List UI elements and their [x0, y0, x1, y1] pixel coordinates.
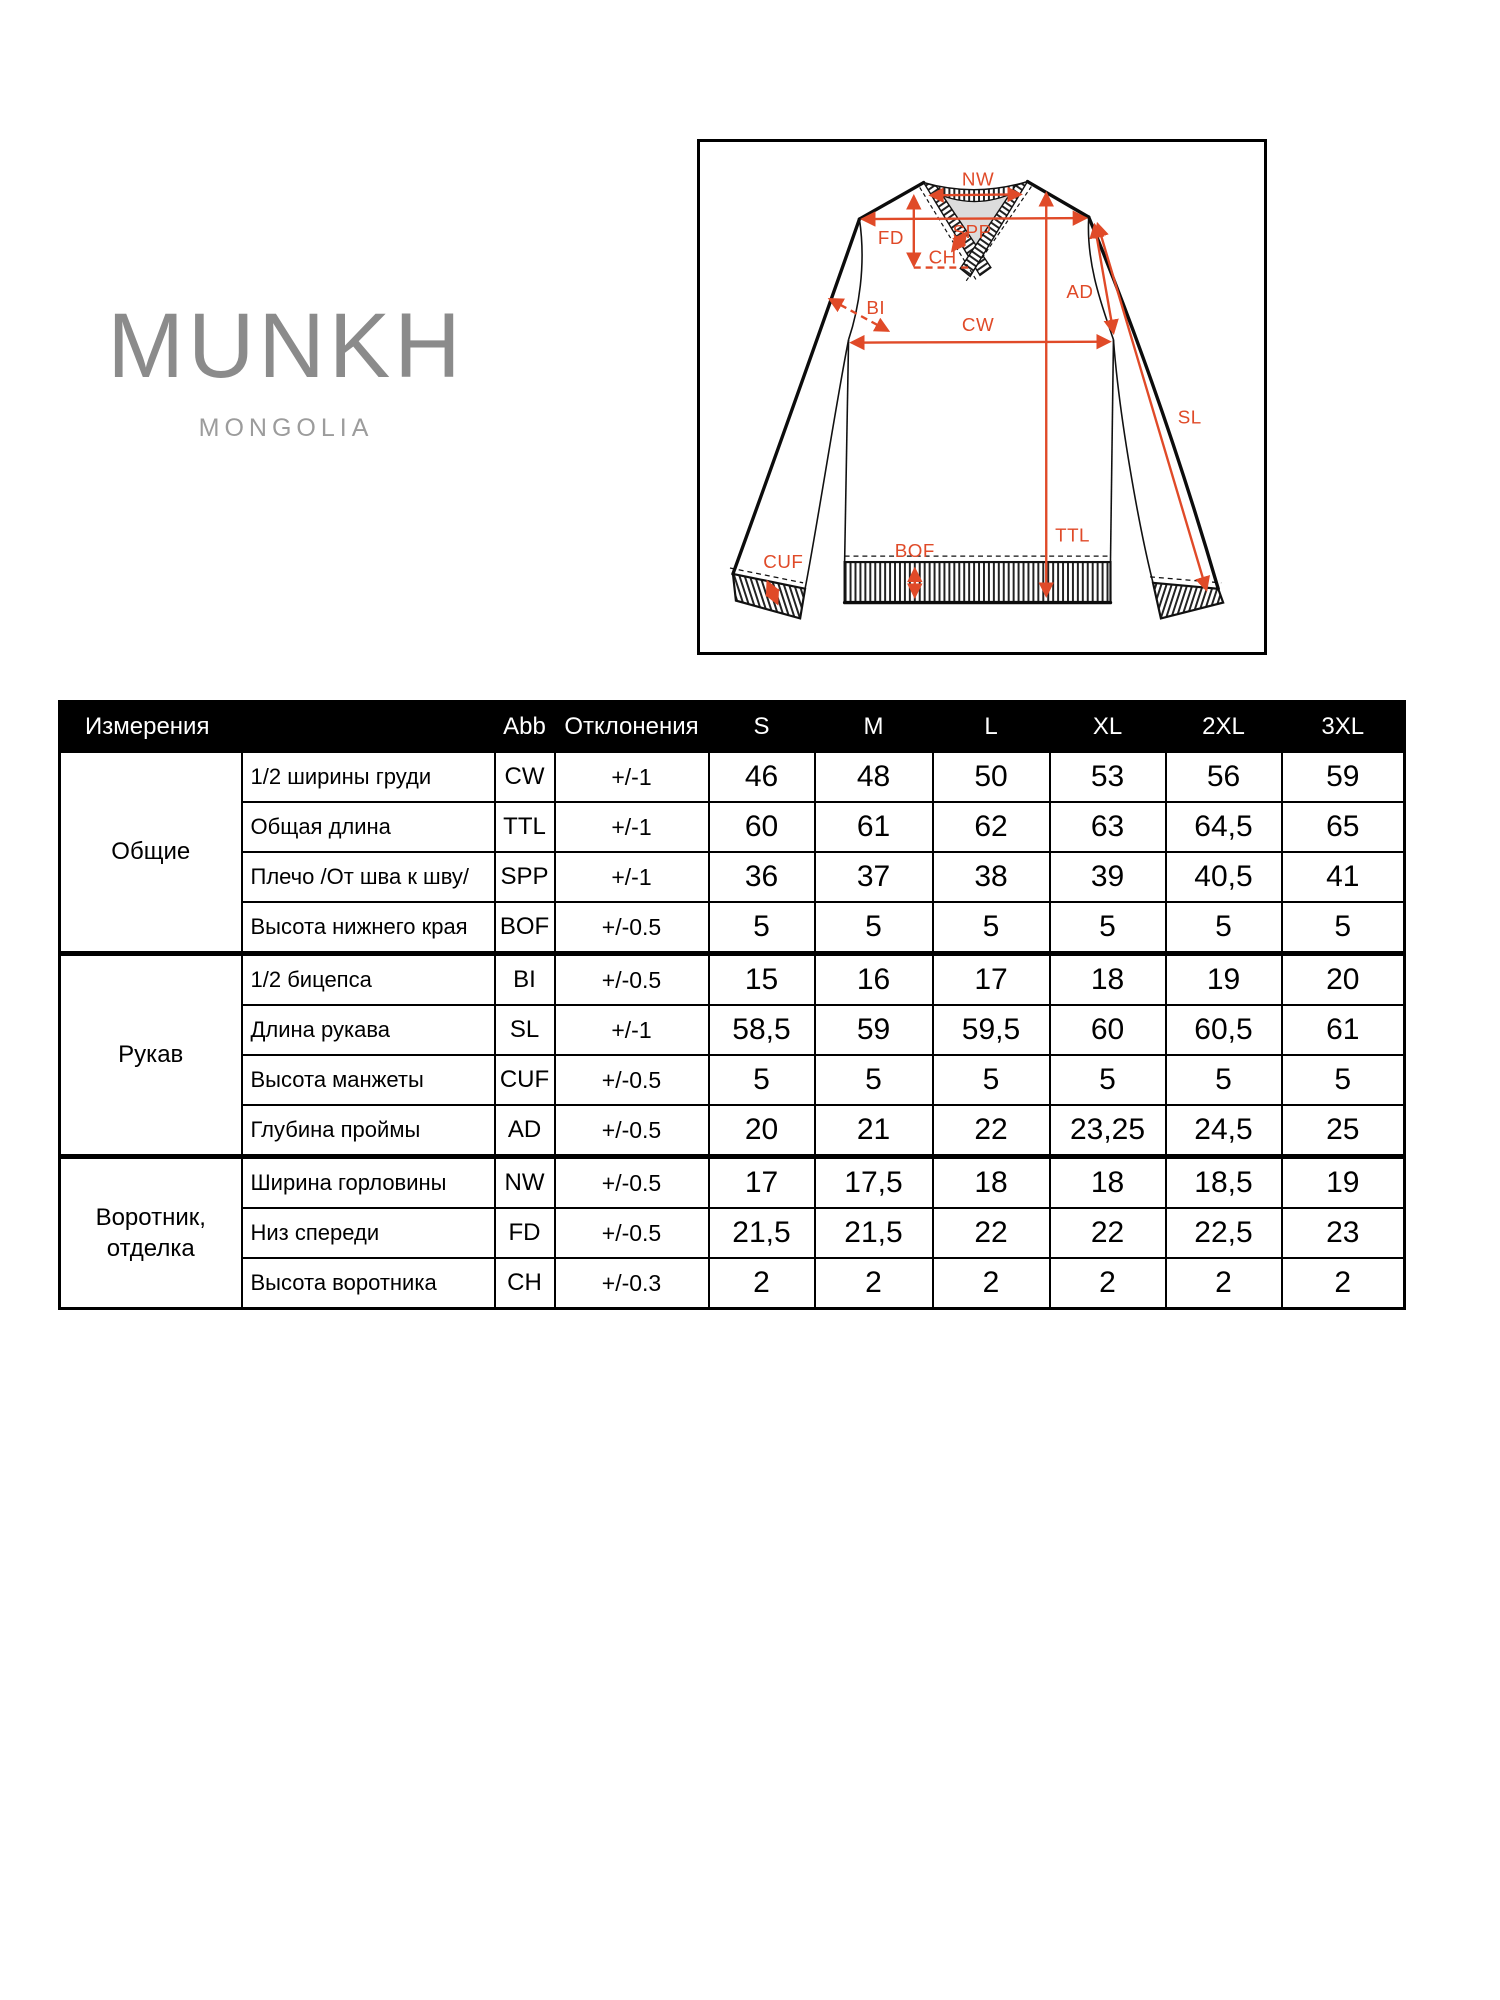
- size-value-cell: 63: [1050, 802, 1166, 852]
- size-value-cell: 39: [1050, 852, 1166, 902]
- abbreviation: CH: [495, 1258, 555, 1309]
- size-value-cell: 20: [1282, 954, 1405, 1006]
- group-label: Воротник, отделка: [60, 1157, 242, 1309]
- abbreviation: CUF: [495, 1055, 555, 1105]
- group-label: Рукав: [60, 954, 242, 1157]
- size-value-cell: 25: [1282, 1105, 1405, 1157]
- size-value-cell: 58,5: [709, 1005, 815, 1055]
- deviation-value: +/-0.3: [555, 1258, 709, 1309]
- size-value-cell: 22: [1050, 1208, 1166, 1258]
- size-value-cell: 17: [933, 954, 1050, 1006]
- size-value-cell: 2: [1166, 1258, 1282, 1309]
- deviation-value: +/-0.5: [555, 1157, 709, 1209]
- size-value-cell: 21: [815, 1105, 933, 1157]
- deviation-value: +/-0.5: [555, 1208, 709, 1258]
- table-row: [60, 954, 1405, 1006]
- measurement-name: Длина рукава: [242, 1005, 495, 1055]
- diagram-label-spp: SPP: [952, 220, 992, 242]
- table-row: [60, 802, 1405, 852]
- size-value-cell: 64,5: [1166, 802, 1282, 852]
- table-row: [60, 852, 1405, 902]
- header-measurements: Измерения: [60, 702, 495, 753]
- size-value-cell: 18: [933, 1157, 1050, 1209]
- size-value-cell: 5: [1166, 1055, 1282, 1105]
- size-value-cell: 2: [933, 1258, 1050, 1309]
- size-value-cell: 17,5: [815, 1157, 933, 1209]
- size-value-cell: 53: [1050, 752, 1166, 802]
- header-deviation: Отклонения: [555, 702, 709, 753]
- size-value-cell: 22,5: [1166, 1208, 1282, 1258]
- header-size-m: M: [815, 702, 933, 753]
- spp-arrow: [862, 218, 1085, 219]
- header-size-s: S: [709, 702, 815, 753]
- size-value-cell: 21,5: [709, 1208, 815, 1258]
- header-size-l: L: [933, 702, 1050, 753]
- header-size-2xl: 2XL: [1166, 702, 1282, 753]
- size-value-cell: 23: [1282, 1208, 1405, 1258]
- size-value-cell: 65: [1282, 802, 1405, 852]
- nw-arrow: [931, 194, 1021, 195]
- size-value-cell: 2: [709, 1258, 815, 1309]
- size-value-cell: 2: [1282, 1258, 1405, 1309]
- table-row: [60, 1055, 1405, 1105]
- table-row: [60, 1105, 1405, 1157]
- size-value-cell: 19: [1166, 954, 1282, 1006]
- size-value-cell: 5: [933, 1055, 1050, 1105]
- size-value-cell: 48: [815, 752, 933, 802]
- size-table-body: [60, 752, 1405, 1309]
- brand-name: MUNKH: [107, 295, 465, 397]
- abbreviation: FD: [495, 1208, 555, 1258]
- abbreviation: AD: [495, 1105, 555, 1157]
- size-value-cell: 22: [933, 1105, 1050, 1157]
- diagram-label-cuf: CUF: [763, 550, 804, 572]
- measurement-name: Высота манжеты: [242, 1055, 495, 1105]
- abbreviation: SPP: [495, 852, 555, 902]
- size-value-cell: 15: [709, 954, 815, 1006]
- brand-subtitle: MONGOLIA: [198, 414, 374, 442]
- garment-measurement-diagram: [697, 139, 1267, 655]
- diagram-label-ad: AD: [1066, 281, 1094, 303]
- table-row: [60, 1157, 1405, 1209]
- size-value-cell: 59,5: [933, 1005, 1050, 1055]
- diagram-label-sl: SL: [1177, 406, 1202, 428]
- size-value-cell: 5: [933, 902, 1050, 954]
- header-size-xl: XL: [1050, 702, 1166, 753]
- abbreviation: SL: [495, 1005, 555, 1055]
- size-value-cell: 41: [1282, 852, 1405, 902]
- size-value-cell: 24,5: [1166, 1105, 1282, 1157]
- size-value-cell: 18: [1050, 1157, 1166, 1209]
- size-chart-table: [58, 700, 1406, 1310]
- measurement-name: Плечо /От шва к шву/: [242, 852, 495, 902]
- measurement-name: 1/2 бицепса: [242, 954, 495, 1006]
- size-value-cell: 2: [1050, 1258, 1166, 1309]
- table-row: [60, 752, 1405, 802]
- size-value-cell: 18: [1050, 954, 1166, 1006]
- table-row: [60, 1258, 1405, 1309]
- size-value-cell: 17: [709, 1157, 815, 1209]
- table-header-row: [60, 702, 1405, 753]
- sweater-diagram-svg: [700, 142, 1264, 652]
- diagram-label-fd: FD: [877, 226, 904, 248]
- brand-logo: [100, 295, 472, 443]
- diagram-label-bof: BOF: [894, 540, 935, 562]
- deviation-value: +/-1: [555, 802, 709, 852]
- size-value-cell: 40,5: [1166, 852, 1282, 902]
- size-value-cell: 5: [1282, 902, 1405, 954]
- measurement-name: Общая длина: [242, 802, 495, 852]
- size-value-cell: 62: [933, 802, 1050, 852]
- size-value-cell: 2: [815, 1258, 933, 1309]
- size-value-cell: 37: [815, 852, 933, 902]
- cw-arrow: [852, 342, 1110, 343]
- table-row: [60, 902, 1405, 954]
- deviation-value: +/-0.5: [555, 954, 709, 1006]
- measurement-name: Высота воротника: [242, 1258, 495, 1309]
- hem-rib-band: [845, 556, 1111, 602]
- size-value-cell: 5: [1050, 902, 1166, 954]
- deviation-value: +/-0.5: [555, 1105, 709, 1157]
- size-value-cell: 50: [933, 752, 1050, 802]
- table-row: [60, 1208, 1405, 1258]
- measurement-name: Глубина проймы: [242, 1105, 495, 1157]
- abbreviation: CW: [495, 752, 555, 802]
- size-value-cell: 5: [815, 902, 933, 954]
- group-label: Общие: [60, 752, 242, 954]
- diagram-label-bi: BI: [866, 296, 886, 318]
- diagram-label-cw: CW: [961, 313, 995, 335]
- size-value-cell: 60: [1050, 1005, 1166, 1055]
- size-value-cell: 21,5: [815, 1208, 933, 1258]
- abbreviation: BOF: [495, 902, 555, 954]
- size-value-cell: 61: [1282, 1005, 1405, 1055]
- size-value-cell: 46: [709, 752, 815, 802]
- diagram-label-ch: CH: [928, 246, 957, 268]
- size-value-cell: 5: [709, 1055, 815, 1105]
- size-value-cell: 18,5: [1166, 1157, 1282, 1209]
- deviation-value: +/-1: [555, 852, 709, 902]
- size-value-cell: 5: [815, 1055, 933, 1105]
- size-value-cell: 61: [815, 802, 933, 852]
- deviation-value: +/-1: [555, 752, 709, 802]
- size-value-cell: 19: [1282, 1157, 1405, 1209]
- abbreviation: TTL: [495, 802, 555, 852]
- size-value-cell: 5: [1282, 1055, 1405, 1105]
- size-value-cell: 5: [1166, 902, 1282, 954]
- size-value-cell: 38: [933, 852, 1050, 902]
- measurement-name: Низ спереди: [242, 1208, 495, 1258]
- size-value-cell: 5: [1050, 1055, 1166, 1105]
- abbreviation: BI: [495, 954, 555, 1006]
- size-value-cell: 59: [1282, 752, 1405, 802]
- measurement-name: 1/2 ширины груди: [242, 752, 495, 802]
- diagram-label-nw: NW: [961, 168, 995, 190]
- size-value-cell: 23,25: [1050, 1105, 1166, 1157]
- size-value-cell: 59: [815, 1005, 933, 1055]
- size-value-cell: 60,5: [1166, 1005, 1282, 1055]
- measurement-name: Высота нижнего края: [242, 902, 495, 954]
- size-value-cell: 20: [709, 1105, 815, 1157]
- header-size-3xl: 3XL: [1282, 702, 1405, 753]
- size-value-cell: 22: [933, 1208, 1050, 1258]
- header-abb: Abb: [495, 702, 555, 753]
- size-value-cell: 36: [709, 852, 815, 902]
- deviation-value: +/-1: [555, 1005, 709, 1055]
- diagram-label-ttl: TTL: [1055, 524, 1090, 546]
- deviation-value: +/-0.5: [555, 1055, 709, 1105]
- size-value-cell: 16: [815, 954, 933, 1006]
- deviation-value: +/-0.5: [555, 902, 709, 954]
- measurement-name: Ширина горловины: [242, 1157, 495, 1209]
- size-value-cell: 56: [1166, 752, 1282, 802]
- size-value-cell: 5: [709, 902, 815, 954]
- abbreviation: NW: [495, 1157, 555, 1209]
- size-value-cell: 60: [709, 802, 815, 852]
- table-row: [60, 1005, 1405, 1055]
